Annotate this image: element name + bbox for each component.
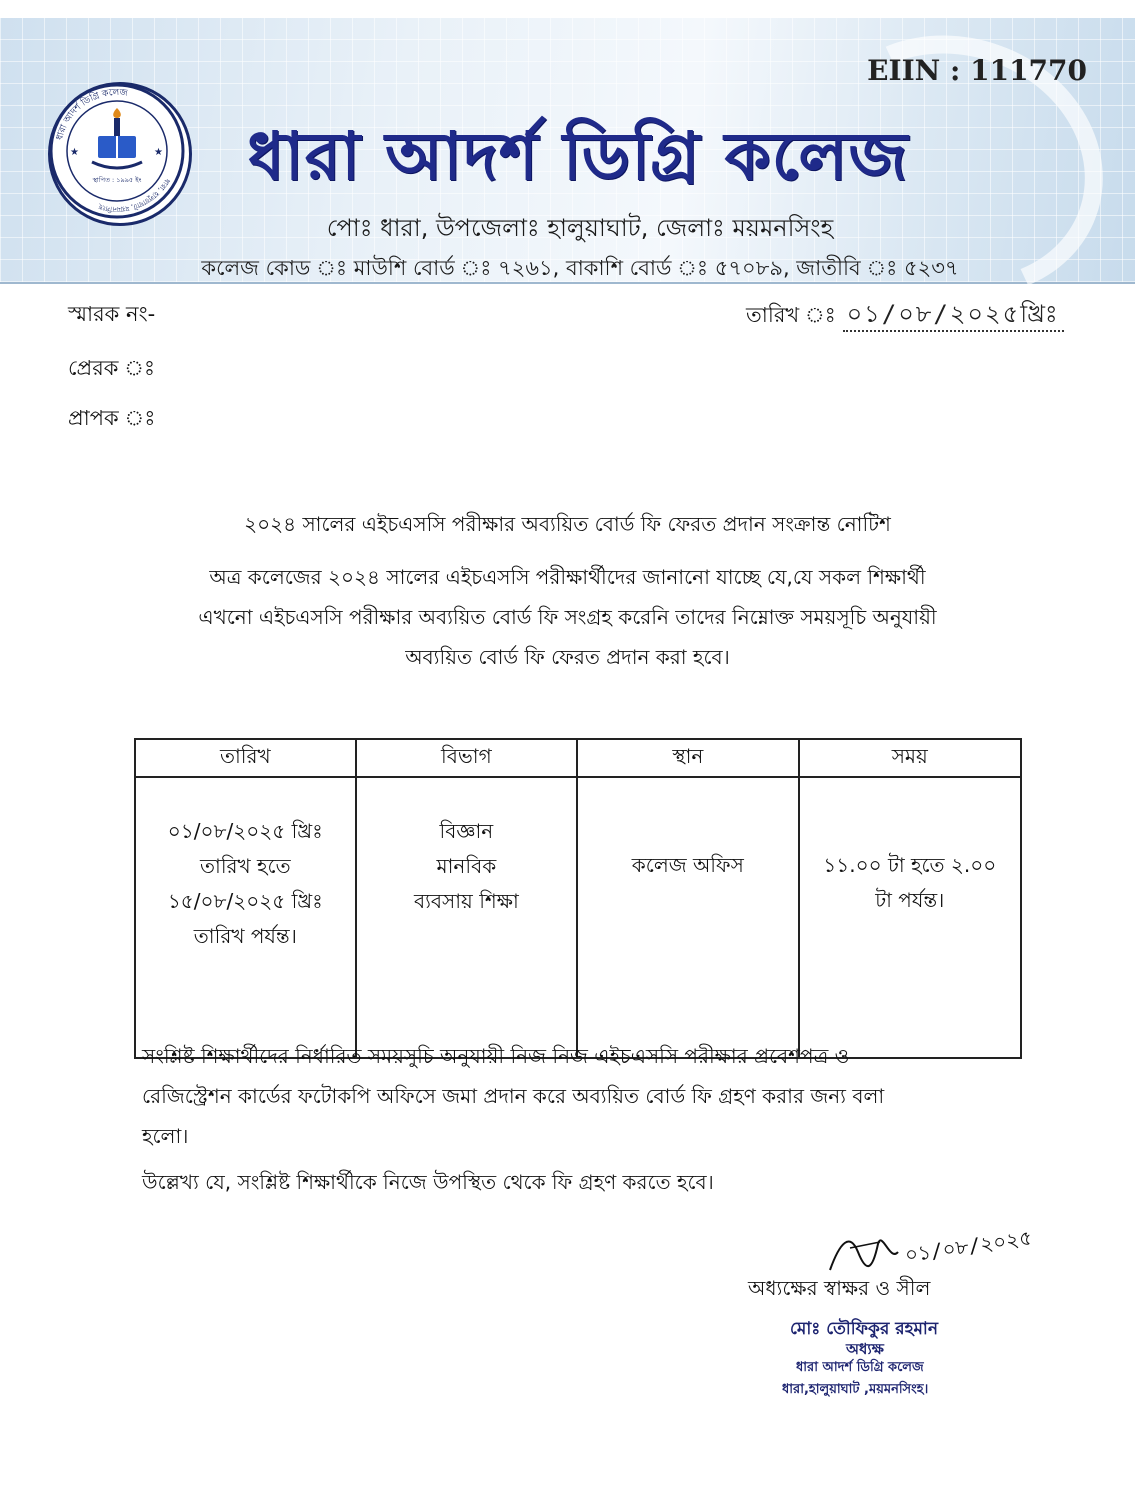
intro-line: অব্যয়িত বোর্ড ফি ফেরত প্রদান করা হবে।	[405, 645, 730, 669]
date-value: ০১/০৮/২০২৫খ্রিঃ	[843, 300, 1064, 332]
date-field	[746, 296, 1064, 336]
department-line: ব্যবসায় শিক্ষা	[413, 889, 519, 913]
eiin-number: EIIN : 111770	[867, 54, 1087, 87]
stamp-college: ধারা আদর্শ ডিগ্রি কলেজ	[796, 1360, 924, 1375]
stamp-principal-name: মোঃ তৌফিকুর রহমান	[790, 1319, 939, 1339]
instruction-line: সংশ্লিষ্ট শিক্ষার্থীদের নির্ধারিত সময়সুচি অনুযায়ী নিজ নিজ এইচএসসি পরীক্ষার প্রবেশপত্র ও	[142, 1044, 850, 1068]
college-seal-logo	[48, 82, 192, 226]
college-name-title: ধারা আদর্শ ডিগ্রি কলেজ	[247, 118, 909, 195]
svg-text:★: ★	[154, 147, 163, 158]
header-date: তারিখ	[135, 739, 356, 777]
date-line: ১৫/০৮/২০২৫ খ্রিঃ	[167, 889, 323, 913]
sender-label: প্রেরক ঃ	[68, 356, 156, 380]
schedule-table	[134, 738, 1022, 1059]
seal-arc-text: ধারা আদর্শ ডিগ্রি কলেজ	[55, 87, 129, 142]
notice-intro	[120, 557, 1015, 677]
date-line: ০১/০৮/২০২৫ খ্রিঃ	[167, 819, 323, 843]
college-address: পোঃ ধারা, উপজেলাঃ হালুয়াঘাট, জেলাঃ ময়মনসিংহ	[326, 214, 834, 242]
college-codes: কলেজ কোড ঃ মাউশি বোর্ড ঃ ৭২৬১, বাকাশি বোর্ড ঃ ৫৭০৮৯, জাতীবি ঃ ৫২৩৭	[201, 256, 959, 280]
letterhead-banner	[0, 18, 1135, 284]
date-line: তারিখ হতে	[200, 854, 291, 878]
date-label: তারিখ ঃ	[746, 303, 836, 327]
table-row	[135, 777, 1021, 1058]
header-place: স্থান	[577, 739, 798, 777]
time-line: টা পর্যন্ত।	[875, 888, 945, 912]
stamp-title: অধ্যক্ষ	[846, 1340, 884, 1358]
principal-signature-label: অধ্যক্ষের স্বাক্ষর ও সীল	[748, 1276, 931, 1300]
handwritten-date: ০১/০৮/২০২৫	[903, 1225, 1034, 1267]
intro-line: এখনো এইচএসসি পরীক্ষার অব্যয়িত বোর্ড ফি সংগ্রহ করেনি তাদের নিম্নোক্ত সময়সূচি অনুযায়ী	[198, 605, 937, 629]
table-header-row	[135, 739, 1021, 777]
cell-date	[135, 777, 356, 1058]
seal-established: স্থাপিত : ১৯৯৫ ইং	[92, 176, 142, 184]
department-line: বিজ্ঞান	[439, 819, 494, 843]
place-line: কলেজ অফিস	[631, 853, 744, 877]
cell-time	[799, 777, 1021, 1058]
header-department: বিভাগ	[356, 739, 577, 777]
instruction-line: হলো।	[142, 1124, 189, 1148]
recipient-label: প্রাপক ঃ	[68, 406, 156, 430]
instruction-paragraph	[142, 1036, 992, 1156]
date-line: তারিখ পর্যন্ত।	[193, 924, 297, 948]
department-line: মানবিক	[436, 854, 497, 878]
cell-place	[577, 777, 798, 1058]
instruction-line: রেজিস্ট্রেশন কার্ডের ফটোকপি অফিসে জমা প্রদান করে অব্যয়িত বোর্ড ফি গ্রহণ করার জন্য বলা	[142, 1084, 885, 1108]
svg-text:★: ★	[70, 147, 79, 158]
reference-number-label: স্মারক নং-	[68, 302, 156, 326]
intro-line: অত্র কলেজের ২০২৪ সালের এইচএসসি পরীক্ষার্থীদের জানানো যাচ্ছে যে,যে সকল শিক্ষার্থী	[209, 565, 926, 589]
header-time: সময়	[799, 739, 1021, 777]
note-paragraph: উল্লেখ্য যে, সংশ্লিষ্ট শিক্ষার্থীকে নিজে উপস্থিত থেকে ফি গ্রহণ করতে হবে।	[142, 1170, 714, 1194]
cell-department	[356, 777, 577, 1058]
handwritten-signature	[820, 1222, 1034, 1282]
stamp-address: ধারা,হালুয়াঘাট ,ময়মনসিংহ।	[782, 1382, 929, 1397]
seal-arc-place: ধারা, হালুয়াঘাট, ময়মনসিংহ	[97, 176, 172, 214]
time-line: ১১.০০ টা হতে ২.০০	[823, 853, 997, 877]
notice-subject: ২০২৪ সালের এইচএসসি পরীক্ষার অব্যয়িত বোর্ড ফি ফেরত প্রদান সংক্রান্ত নোটিশ	[244, 512, 891, 536]
seal-icon	[48, 82, 186, 220]
